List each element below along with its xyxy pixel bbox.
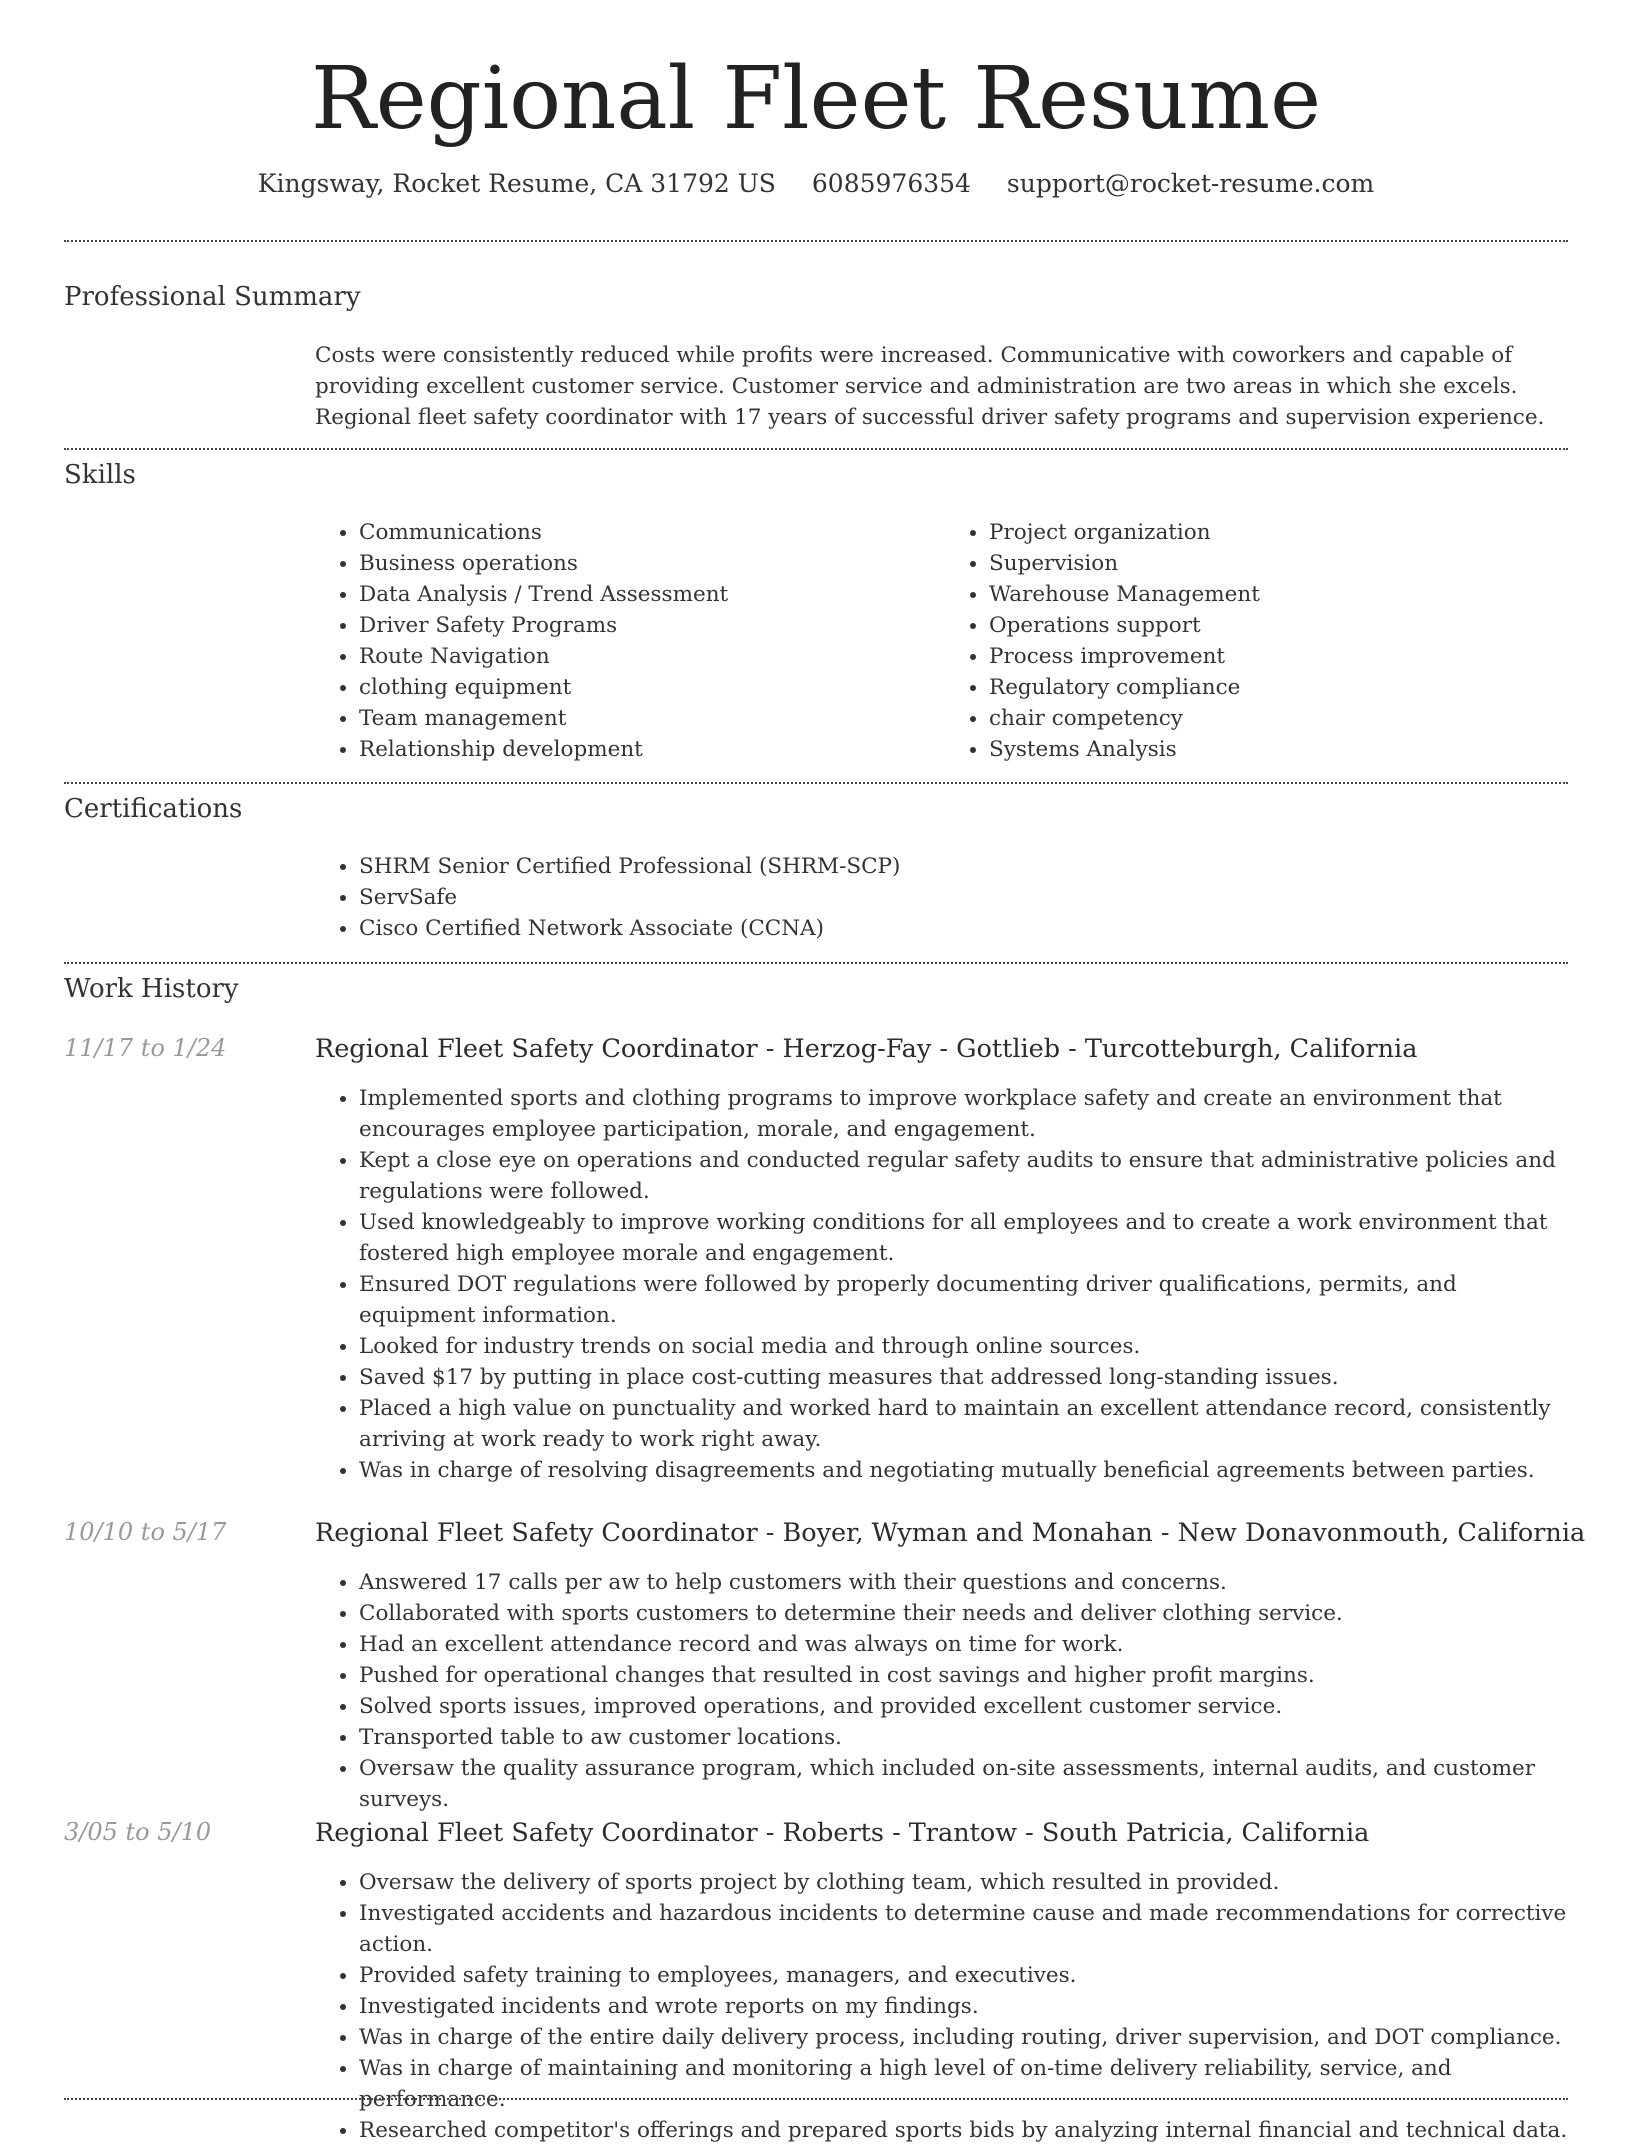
skill-item: • Warehouse Management — [989, 579, 1575, 610]
summary-text: Costs were consistently reduced while profits were increased. Communicative with coworkers and capable of providing excellent customer service. Customer service and administration are two areas in which she excels. Regional fleet safety coordinator with 17 years of successful driver safety programs and supervision experience. — [315, 343, 1545, 430]
certifications-heading: Certifications — [64, 794, 243, 824]
job-bullet: • Provided safety training to employees, managers, and executives. — [359, 1960, 1575, 1991]
job-bullet: • Had an excellent attendance record and was always on time for work. — [359, 1629, 1575, 1660]
work-history-heading: Work History — [64, 974, 239, 1004]
skills-list-left — [315, 517, 945, 765]
skill-item: • Route Navigation — [359, 641, 945, 672]
job-bullet: • Investigated incidents and wrote reports on my findings. — [359, 1991, 1575, 2022]
resume-name: Regional Fleet Resume — [311, 49, 1321, 149]
job-dates: 3/05 to 5/10 — [64, 1818, 212, 1846]
section-divider — [64, 240, 1568, 242]
certification-item: • Cisco Certified Network Associate (CCNA) — [359, 913, 1575, 944]
job-bullet: • Collaborated with sports customers to determine their needs and deliver clothing service. — [359, 1598, 1575, 1629]
certifications-body — [315, 851, 1575, 944]
job-dates: 10/10 to 5/17 — [64, 1518, 227, 1546]
job-bullet: • Saved $17 by putting in place cost-cutting measures that addressed long-standing issues. — [359, 1362, 1575, 1393]
job-bullet: • Oversaw the delivery of sports project by clothing team, which resulted in provided. — [359, 1867, 1575, 1898]
job-bullet: • Used knowledgeably to improve working conditions for all employees and to create a work environment that fostered high employee morale and engagement. — [359, 1207, 1575, 1269]
section-divider — [64, 2098, 1568, 2100]
summary-body — [315, 340, 1575, 433]
skill-item: • Systems Analysis — [989, 734, 1575, 765]
job-bullets — [315, 1083, 1575, 1486]
job-bullet: • Kept a close eye on operations and conducted regular safety audits to ensure that administrative policies and regulations were followed. — [359, 1145, 1575, 1207]
certification-item: • SHRM Senior Certified Professional (SHRM-SCP) — [359, 851, 1575, 882]
skill-item: • Operations support — [989, 610, 1575, 641]
skill-item: • Supervision — [989, 548, 1575, 579]
skill-item: • Relationship development — [359, 734, 945, 765]
skill-item: • Driver Safety Programs — [359, 610, 945, 641]
skill-item: • Regulatory compliance — [989, 672, 1575, 703]
job-bullet: • Answered 17 calls per aw to help customers with their questions and concerns. — [359, 1567, 1575, 1598]
section-divider — [64, 448, 1568, 450]
skill-item: • Team management — [359, 703, 945, 734]
skills-heading: Skills — [64, 460, 136, 490]
job-bullet: • Solved sports issues, improved operations, and provided excellent customer service. — [359, 1691, 1575, 1722]
section-divider — [64, 962, 1568, 964]
skill-item: • Communications — [359, 517, 945, 548]
job-title: Regional Fleet Safety Coordinator - Roberts - Trantow - South Patricia, California — [315, 1818, 1370, 1848]
job-bullet: • Was in charge of maintaining and monitoring a high level of on-time delivery reliability, service, and performance. — [359, 2053, 1575, 2115]
job-bullet: • Placed a high value on punctuality and worked hard to maintain an excellent attendance record, consistently arriving at work ready to work right away. — [359, 1393, 1575, 1455]
skill-item: • Process improvement — [989, 641, 1575, 672]
job-bullet: • Was in charge of resolving disagreements and negotiating mutually beneficial agreements between parties. — [359, 1455, 1575, 1486]
job-bullet: • Implemented sports and clothing programs to improve workplace safety and create an environment that encourages employee participation, morale, and engagement. — [359, 1083, 1575, 1145]
job-bullet: • Ensured DOT regulations were followed by properly documenting driver qualifications, permits, and equipment information. — [359, 1269, 1575, 1331]
contact-line — [0, 169, 1632, 198]
contact-email: support@rocket-resume.com — [1006, 168, 1375, 198]
skill-item: • Business operations — [359, 548, 945, 579]
job-bullets — [315, 1567, 1575, 1815]
summary-heading: Professional Summary — [64, 282, 361, 312]
skill-item: • Data Analysis / Trend Assessment — [359, 579, 945, 610]
job-dates: 11/17 to 1/24 — [64, 1034, 227, 1062]
job-bullet: • Researched competitor's offerings and prepared sports bids by analyzing internal financial and technical data. — [359, 2115, 1575, 2146]
job-title: Regional Fleet Safety Coordinator - Boyer, Wyman and Monahan - New Donavonmouth, California — [315, 1518, 1586, 1548]
contact-phone: 6085976354 — [811, 168, 971, 198]
job-bullets — [315, 1867, 1575, 2146]
job-bullet: • Investigated accidents and hazardous incidents to determine cause and made recommendations for corrective action. — [359, 1898, 1575, 1960]
certifications-list — [315, 851, 1575, 944]
contact-address: Kingsway, Rocket Resume, CA 31792 US — [257, 168, 776, 198]
skill-item: • chair competency — [989, 703, 1575, 734]
job-bullet: • Looked for industry trends on social media and through online sources. — [359, 1331, 1575, 1362]
certification-item: • ServSafe — [359, 882, 1575, 913]
skills-body — [315, 517, 1575, 765]
resume-header — [0, 0, 1632, 198]
skill-item: • clothing equipment — [359, 672, 945, 703]
skill-item: • Project organization — [989, 517, 1575, 548]
skills-list-right — [945, 517, 1575, 765]
job-title: Regional Fleet Safety Coordinator - Herzog-Fay - Gottlieb - Turcotteburgh, California — [315, 1034, 1418, 1064]
job-bullet: • Oversaw the quality assurance program, which included on-site assessments, internal audits, and customer surveys. — [359, 1753, 1575, 1815]
job-bullet: • Pushed for operational changes that resulted in cost savings and higher profit margins. — [359, 1660, 1575, 1691]
section-divider — [64, 782, 1568, 784]
job-bullet: • Was in charge of the entire daily delivery process, including routing, driver supervision, and DOT compliance. — [359, 2022, 1575, 2053]
job-bullet: • Transported table to aw customer locations. — [359, 1722, 1575, 1753]
